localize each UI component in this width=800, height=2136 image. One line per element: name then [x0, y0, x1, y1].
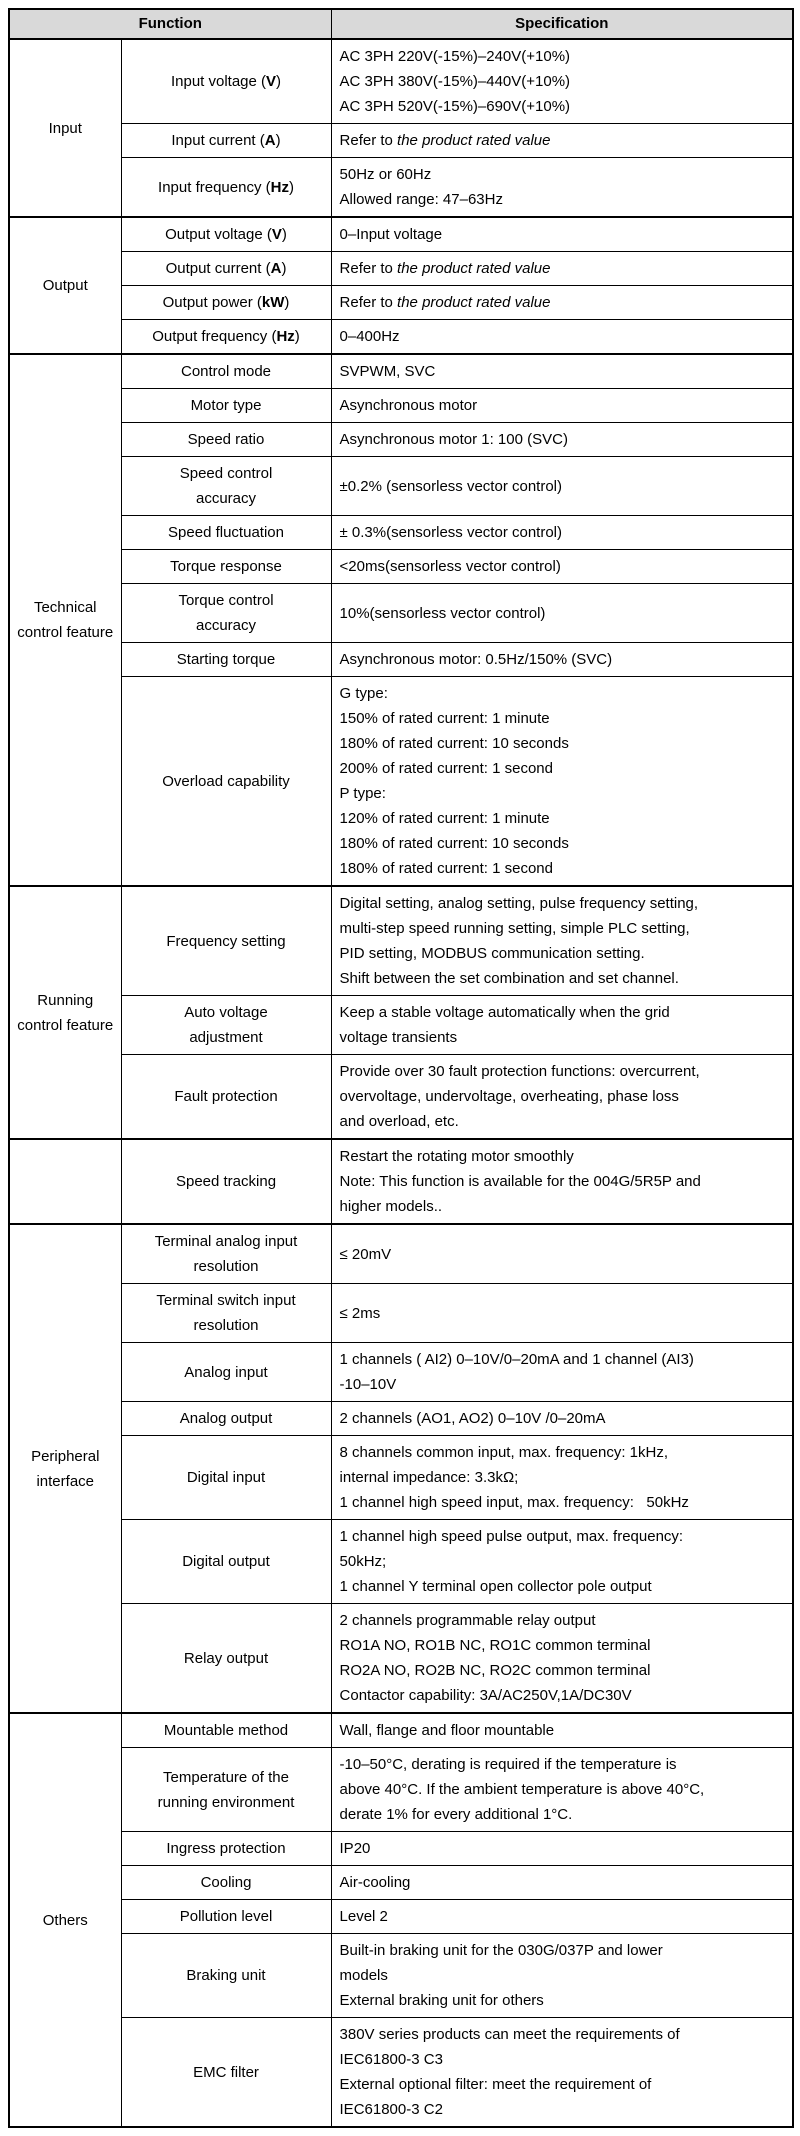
function-cell [121, 2018, 331, 2128]
spec-line: Restart the rotating motor smoothly [339, 1148, 574, 1165]
function-cell [121, 423, 331, 457]
function-label-line: Speed fluctuation [168, 524, 284, 541]
spec-line: IP20 [339, 1840, 371, 1857]
spec-cell [331, 39, 793, 124]
spec-line: 1 channel high speed pulse output, max. frequency: [339, 1528, 684, 1545]
function-cell [121, 217, 331, 252]
text-part: kW [261, 294, 285, 311]
spec-cell [331, 252, 793, 286]
spec-cell [331, 550, 793, 584]
text-part: Input frequency ( [158, 178, 271, 196]
table-row [9, 39, 793, 124]
spec-table-body [9, 39, 793, 2127]
function-cell [121, 1343, 331, 1402]
text-part: Refer to [339, 260, 398, 277]
table-row [9, 886, 793, 996]
spec-line: 180% of rated current: 10 seconds [339, 735, 569, 752]
group-cell [9, 1713, 121, 2127]
function-label-line: Terminal analog input [154, 1233, 298, 1250]
spec-line: ± 0.3%(sensorless vector control) [339, 524, 562, 541]
function-cell [121, 643, 331, 677]
group-cell [9, 354, 121, 886]
spec-cell [331, 286, 793, 320]
text-part: Refer to [339, 294, 398, 311]
spec-line: multi-step speed running setting, simple PLC setting, [339, 920, 690, 937]
header-row [9, 9, 793, 39]
function-cell [121, 1604, 331, 1714]
function-label-line: Pollution level [179, 1908, 273, 1925]
group-cell [9, 1139, 121, 1224]
text-part: ) [294, 328, 300, 345]
spec-cell [331, 1402, 793, 1436]
function-label-line: Cooling [200, 1874, 252, 1891]
spec-cell [331, 124, 793, 158]
spec-line: 2 channels (AO1, AO2) 0–10V /0–20mA [339, 1410, 606, 1427]
spec-cell [331, 1284, 793, 1343]
text-part: Input current ( [171, 132, 265, 149]
function-cell [121, 1139, 331, 1224]
spec-line: AC 3PH 380V(-15%)–440V(+10%) [339, 73, 571, 90]
function-cell [121, 1832, 331, 1866]
spec-line: SVPWM, SVC [339, 363, 436, 380]
spec-line: P type: [339, 785, 386, 802]
table-row [9, 1284, 793, 1343]
table-row [9, 550, 793, 584]
spec-cell [331, 217, 793, 252]
spec-line: Digital setting, analog setting, pulse frequency setting, [339, 895, 699, 912]
spec-line: 120% of rated current: 1 minute [339, 810, 550, 827]
spec-line: IEC61800-3 C2 [339, 2101, 443, 2118]
table-row [9, 1520, 793, 1604]
text-part: Input voltage ( [170, 73, 267, 90]
function-label-line: Ingress protection [166, 1840, 286, 1857]
table-row [9, 1604, 793, 1714]
function-label-line [126, 324, 327, 349]
spec-line: Air-cooling [339, 1874, 411, 1891]
spec-line: ≤ 20mV [339, 1245, 392, 1263]
spec-cell [331, 584, 793, 643]
spec-cell [331, 1343, 793, 1402]
spec-line: Level 2 [339, 1908, 388, 1925]
table-row [9, 1866, 793, 1900]
function-label-line: resolution [193, 1258, 259, 1275]
function-cell [121, 1866, 331, 1900]
table-row [9, 677, 793, 887]
table-row [9, 1055, 793, 1140]
header-specification: Specification [331, 9, 793, 39]
function-cell [121, 39, 331, 124]
spec-line: Contactor capability: 3A/AC250V,1A/DC30V [339, 1687, 632, 1704]
spec-cell [331, 1224, 793, 1284]
table-row [9, 217, 793, 252]
spec-line: 50Hz or 60Hz [339, 166, 432, 183]
group-cell [9, 1224, 121, 1713]
function-label-line: Overload capability [162, 772, 290, 790]
spec-line: AC 3PH 520V(-15%)–690V(+10%) [339, 98, 571, 115]
text-part: ) [288, 178, 294, 196]
spec-cell [331, 516, 793, 550]
table-row [9, 2018, 793, 2128]
text-part: Output current ( [165, 260, 271, 277]
spec-line: Built-in braking unit for the 030G/037P and lower [339, 1942, 663, 1959]
text-part: Output frequency ( [152, 328, 277, 345]
spec-line: RO1A NO, RO1B NC, RO1C common terminal [339, 1637, 651, 1654]
spec-cell [331, 1900, 793, 1934]
spec-cell [331, 423, 793, 457]
group-label: Output [42, 277, 88, 294]
spec-line: 150% of rated current: 1 minute [339, 710, 550, 727]
spec-cell [331, 1748, 793, 1832]
function-cell [121, 584, 331, 643]
function-cell [121, 1055, 331, 1140]
spec-line: Provide over 30 fault protection functions: overcurrent, [339, 1063, 700, 1080]
spec-cell [331, 457, 793, 516]
spec-cell [331, 389, 793, 423]
function-label-line: accuracy [195, 490, 257, 507]
spec-cell [331, 1934, 793, 2018]
table-row [9, 1748, 793, 1832]
text-part: A [264, 132, 276, 149]
spec-cell [331, 1832, 793, 1866]
table-row [9, 1832, 793, 1866]
spec-line: 180% of rated current: 1 second [339, 860, 553, 877]
text-part: ) [284, 294, 290, 311]
spec-line [340, 256, 785, 281]
function-label-line: EMC filter [193, 2063, 259, 2081]
spec-line: Keep a stable voltage automatically when the grid [339, 1004, 670, 1021]
spec-line: IEC61800-3 C3 [339, 2051, 443, 2068]
spec-line: 50kHz; [339, 1553, 387, 1570]
group-label: Input [48, 119, 82, 137]
table-row [9, 1436, 793, 1520]
spec-line: 180% of rated current: 10 seconds [339, 835, 569, 852]
text-part: Hz [276, 328, 295, 345]
function-cell [121, 1713, 331, 1748]
function-label-line: Braking unit [186, 1967, 266, 1984]
table-row [9, 1934, 793, 2018]
table-row [9, 354, 793, 389]
spec-cell [331, 1713, 793, 1748]
text-part: the product rated value [397, 132, 551, 149]
spec-line: RO2A NO, RO2B NC, RO2C common terminal [339, 1662, 651, 1679]
text-part: the product rated value [397, 260, 551, 277]
spec-line: PID setting, MODBUS communication setting. [339, 945, 645, 962]
spec-line: ±0.2% (sensorless vector control) [339, 477, 562, 495]
group-label: Running control feature [17, 991, 114, 1034]
spec-line: External braking unit for others [339, 1992, 544, 2009]
spec-line: higher models.. [339, 1198, 443, 1215]
spec-line: and overload, etc. [339, 1113, 459, 1130]
spec-cell [331, 320, 793, 355]
function-label-line: Starting torque [176, 651, 276, 668]
function-label-line: Control mode [180, 363, 272, 380]
spec-cell [331, 2018, 793, 2128]
table-row [9, 389, 793, 423]
function-label-line: Digital output [182, 1553, 270, 1570]
function-cell [121, 996, 331, 1055]
spec-line: 1 channel high speed input, max. frequency: 50kHz [339, 1494, 689, 1511]
spec-line: Wall, flange and floor mountable [339, 1722, 555, 1739]
text-part: Hz [270, 178, 289, 196]
table-row [9, 1713, 793, 1748]
function-label-line: Frequency setting [166, 932, 286, 950]
function-cell [121, 550, 331, 584]
spec-cell [331, 1866, 793, 1900]
function-cell [121, 158, 331, 218]
spec-line: 8 channels common input, max. frequency: 1kHz, [339, 1444, 669, 1461]
spec-cell [331, 996, 793, 1055]
text-part: ) [281, 226, 287, 243]
function-cell [121, 124, 331, 158]
spec-line: -10–50°C, derating is required if the temperature is [339, 1756, 677, 1773]
function-label-line [126, 128, 327, 153]
spec-line: 2 channels programmable relay output [339, 1612, 596, 1629]
function-cell [121, 286, 331, 320]
table-row [9, 252, 793, 286]
function-cell [121, 354, 331, 389]
spec-line: 0–400Hz [339, 328, 400, 345]
spec-line: above 40°C. If the ambient temperature is above 40°C, [339, 1781, 705, 1798]
function-label-line: Analog output [179, 1410, 273, 1427]
spec-line: ≤ 2ms [339, 1304, 381, 1322]
spec-cell [331, 677, 793, 887]
spec-cell [331, 354, 793, 389]
table-row [9, 1402, 793, 1436]
text-part: ) [275, 132, 281, 149]
spec-line: Asynchronous motor: 0.5Hz/150% (SVC) [339, 651, 613, 668]
function-label-line: Fault protection [174, 1088, 278, 1105]
spec-line [340, 290, 785, 315]
function-label-line: Temperature of the [163, 1768, 289, 1786]
group-label: Others [42, 1911, 88, 1929]
group-label: Technical control feature [17, 599, 114, 641]
function-cell [121, 677, 331, 887]
spec-line: internal impedance: 3.3kΩ; [339, 1469, 519, 1486]
group-cell [9, 39, 121, 217]
function-cell [121, 457, 331, 516]
text-part: Output voltage ( [165, 226, 272, 243]
function-label-line: Terminal switch input [156, 1292, 296, 1309]
spec-line: voltage transients [339, 1029, 458, 1046]
spec-line [340, 128, 785, 153]
text-part: A [270, 260, 282, 277]
spec-line: derate 1% for every additional 1°C. [339, 1806, 573, 1823]
function-label-line: Mountable method [163, 1722, 289, 1739]
spec-cell [331, 1520, 793, 1604]
function-cell [121, 1934, 331, 2018]
table-row [9, 320, 793, 355]
spec-line: Asynchronous motor [339, 397, 478, 414]
spec-cell [331, 1436, 793, 1520]
function-label-line: Relay output [183, 1649, 269, 1667]
function-cell [121, 1748, 331, 1832]
function-label-line [126, 175, 327, 200]
function-label-line: Digital input [186, 1469, 266, 1486]
spec-line: Note: This function is available for the 004G/5R5P and [339, 1173, 701, 1190]
table-row [9, 158, 793, 218]
table-row [9, 124, 793, 158]
table-row [9, 643, 793, 677]
function-cell [121, 1402, 331, 1436]
table-row [9, 1139, 793, 1224]
spec-line: Allowed range: 47–63Hz [339, 191, 503, 208]
spec-line: -10–10V [339, 1376, 397, 1393]
table-row [9, 996, 793, 1055]
spec-line: 10%(sensorless vector control) [339, 604, 546, 622]
function-label-line: Torque response [170, 558, 282, 575]
function-label-line [126, 222, 327, 247]
spec-line: 1 channel Y terminal open collector pole output [339, 1578, 652, 1595]
function-label-line: Analog input [184, 1363, 268, 1381]
function-label-line: Torque control [178, 592, 274, 609]
function-label-line: Speed tracking [175, 1173, 277, 1190]
spec-line: overvoltage, undervoltage, overheating, phase loss [339, 1088, 679, 1105]
spec-line: <20ms(sensorless vector control) [339, 558, 561, 575]
table-row [9, 584, 793, 643]
spec-line: Asynchronous motor 1: 100 (SVC) [339, 431, 568, 448]
header-function: Function [9, 9, 331, 39]
text-part: the product rated value [397, 294, 551, 311]
text-part: Output power ( [162, 294, 262, 311]
function-cell [121, 1284, 331, 1343]
function-cell [121, 389, 331, 423]
function-label-line: Speed ratio [187, 431, 265, 448]
function-cell [121, 516, 331, 550]
function-cell [121, 886, 331, 996]
function-cell [121, 1224, 331, 1284]
function-label-line: Motor type [190, 397, 262, 414]
function-cell [121, 320, 331, 355]
spec-cell [331, 643, 793, 677]
table-row [9, 1343, 793, 1402]
spec-line: Shift between the set combination and set channel. [339, 970, 679, 987]
function-cell [121, 252, 331, 286]
spec-line: 380V series products can meet the requirements of [339, 2026, 680, 2043]
table-row [9, 516, 793, 550]
table-row [9, 286, 793, 320]
function-cell [121, 1900, 331, 1934]
spec-cell [331, 1604, 793, 1714]
spec-line: 200% of rated current: 1 second [339, 760, 553, 777]
table-row [9, 457, 793, 516]
function-label-line: Speed control [179, 465, 273, 482]
table-row [9, 423, 793, 457]
function-label-line: accuracy [195, 617, 257, 634]
spec-cell [331, 1139, 793, 1224]
text-part: ) [276, 73, 282, 90]
spec-line: 1 channels ( AI2) 0–10V/0–20mA and 1 channel (AI3) [339, 1351, 694, 1368]
spec-cell [331, 1055, 793, 1140]
spec-line: G type: [339, 685, 388, 702]
table-row [9, 1900, 793, 1934]
text-part: V [266, 73, 277, 90]
function-label-line: resolution [193, 1317, 259, 1334]
spec-line: External optional filter: meet the requirement of [339, 2076, 652, 2093]
spec-line: 0–Input voltage [339, 226, 443, 243]
group-label: Peripheral interface [31, 1447, 100, 1490]
function-label-line [126, 290, 327, 315]
spec-line: AC 3PH 220V(-15%)–240V(+10%) [339, 48, 571, 65]
group-cell [9, 886, 121, 1139]
spec-line: models [339, 1967, 388, 1984]
function-label-line [126, 256, 327, 281]
group-cell [9, 217, 121, 354]
function-label-line: Auto voltage [184, 1004, 268, 1021]
text-part: V [271, 226, 282, 243]
function-cell [121, 1520, 331, 1604]
function-label-line: running environment [157, 1793, 295, 1811]
spec-cell [331, 158, 793, 218]
function-label-line: adjustment [189, 1029, 263, 1046]
spec-table [8, 8, 794, 2128]
function-label-line [126, 69, 327, 94]
text-part: ) [281, 260, 287, 277]
table-row [9, 1224, 793, 1284]
function-cell [121, 1436, 331, 1520]
spec-cell [331, 886, 793, 996]
text-part: Refer to [339, 132, 398, 149]
